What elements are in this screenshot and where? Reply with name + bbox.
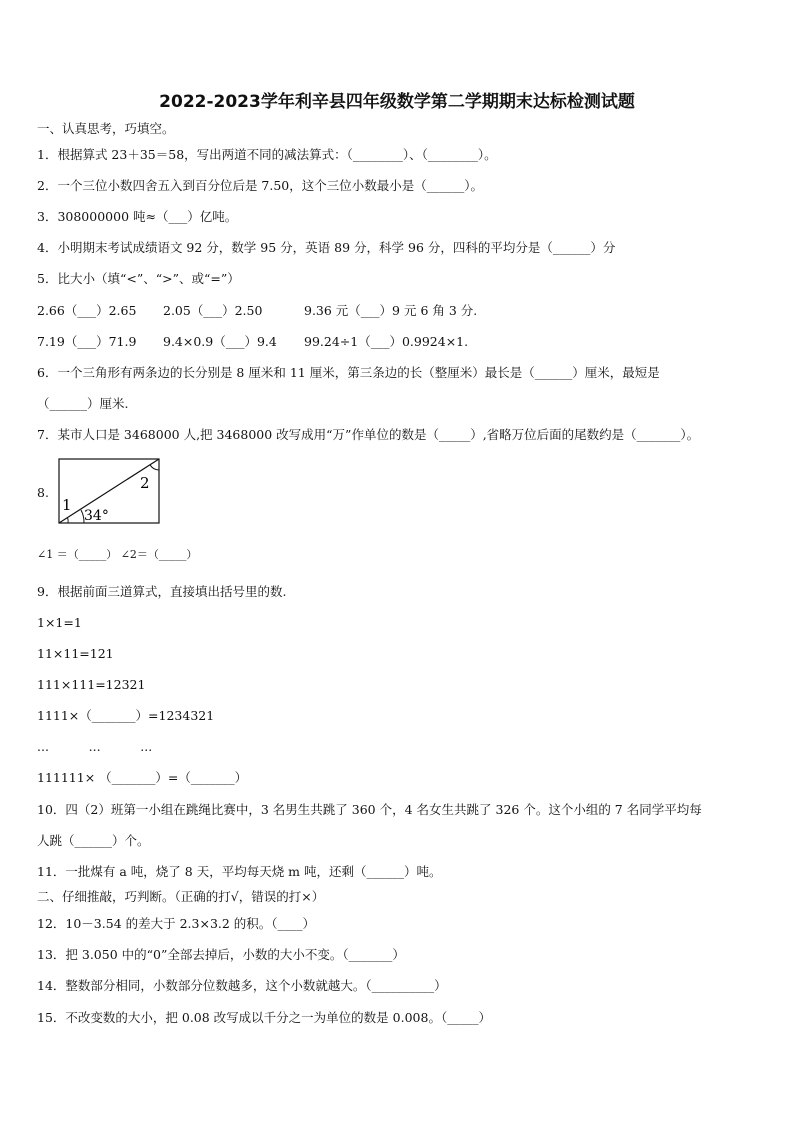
q5-row2-item3: 99.24÷1（___）0.9924×1. — [304, 334, 469, 349]
q9-line4: 1111×（_______）=1234321 — [37, 708, 215, 723]
q9-line6: 111111× （_______）=（_______） — [37, 770, 248, 785]
question-7: 7．某市人口是 3468000 人,把 3468000 改写成用“万”作单位的数是（_____）,省略万位后面的尾数约是（_______）。 — [37, 427, 700, 442]
angle1-label: 1 — [62, 496, 72, 514]
q5-row1-item3: 9.36 元（___）9 元 6 角 3 分. — [304, 303, 478, 318]
question-6-line1: 6．一个三角形有两条边的长分别是 8 厘米和 11 厘米，第三条边的长（整厘米）最长是（______）厘米，最短是 — [37, 365, 660, 380]
angle2-arc — [150, 465, 159, 470]
q5-row2-item1: 7.19（___）71.9 — [37, 334, 137, 349]
question-8-answer: ∠1 ＝（_____） ∠2＝（_____） — [37, 548, 198, 561]
section-2-heading: 二、仔细推敲，巧判断。（正确的打√，错误的打×） — [37, 889, 325, 904]
question-2: 2．一个三位小数四舍五入到百分位后是 7.50，这个三位小数最小是（______）。 — [37, 178, 484, 193]
angle2-label: 2 — [140, 474, 150, 492]
question-15: 15．不改变数的大小，把 0.08 改写成以千分之一为单位的数是 0.008。（_____） — [37, 1010, 491, 1025]
question-1: 1．根据算式 23＋35＝58，写出两道不同的减法算式：（________）、（________）。 — [37, 147, 497, 162]
question-14: 14．整数部分相同，小数部分位数越多，这个小数就越大。（__________） — [37, 978, 447, 993]
question-12: 12．10－3.54 的差大于 2.3×3.2 的积。（____） — [37, 916, 316, 931]
q5-row2-item2: 9.4×0.9（___）9.4 — [163, 334, 277, 349]
q9-line2: 11×11=121 — [37, 646, 114, 661]
q9-line1: 1×1=1 — [37, 615, 82, 630]
question-6-line2: （______）厘米. — [37, 396, 129, 411]
q5-row1-item1: 2.66（___）2.65 — [37, 303, 137, 318]
question-10-line2: 人跳（______）个。 — [37, 833, 150, 848]
question-10-line1: 10．四（2）班第一小组在跳绳比赛中，3 名男生共跳了 360 个，4 名女生共跳了 326 个。这个小组的 7 名同学平均每 — [37, 802, 702, 817]
question-3: 3．308000000 吨≈（___）亿吨。 — [37, 209, 238, 224]
angle1-arc — [68, 518, 69, 523]
section-1-heading: 一、认真思考，巧填空。 — [37, 121, 175, 136]
question-8-label: 8. — [37, 485, 49, 500]
question-11: 11．一批煤有 a 吨，烧了 8 天，平均每天烧 m 吨，还剩（______）吨。 — [37, 864, 442, 879]
question-5: 5．比大小（填“<”、“>”、或“=”） — [37, 271, 240, 286]
q9-line5: ... ... ... — [37, 739, 153, 754]
page-title: 2022-2023学年利辛县四年级数学第二学期期末达标检测试题 — [159, 92, 635, 112]
angle-degree-label: 34° — [84, 508, 109, 524]
question-13: 13．把 3.050 中的“0”全部去掉后，小数的大小不变。（_______） — [37, 947, 405, 962]
question-8-figure — [58, 458, 160, 524]
q9-line3: 111×111=12321 — [37, 677, 146, 692]
question-4: 4．小明期末考试成绩语文 92 分，数学 95 分，英语 89 分，科学 96 分，四科的平均分是（______）分 — [37, 240, 616, 255]
q5-row1-item2: 2.05（___）2.50 — [163, 303, 263, 318]
question-9: 9．根据前面三道算式，直接填出括号里的数. — [37, 584, 287, 599]
